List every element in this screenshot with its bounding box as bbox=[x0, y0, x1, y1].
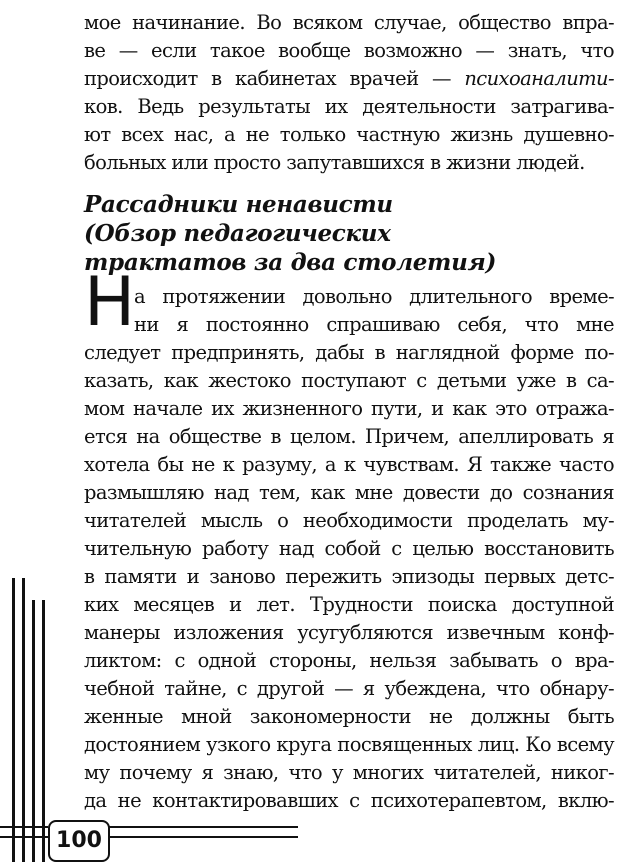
intro-line-text: происходит в кабинетах врачей — bbox=[84, 67, 465, 90]
body-line: в памяти и заново пережить эпизоды первых детс- bbox=[84, 565, 614, 588]
intro-line: больных или просто запутавшихся в жизни людей. bbox=[84, 151, 585, 174]
body-line: достоянием узкого круга посвященных лиц. Ко всему bbox=[84, 733, 614, 756]
footer-rule bbox=[0, 826, 48, 828]
page-number: 100 bbox=[48, 820, 110, 862]
intro-line: ков. Ведь результаты их деятельности затрагива- bbox=[84, 95, 614, 118]
body-line: ких месяцев и лет. Трудности поиска доступной bbox=[84, 593, 614, 616]
intro-line: мое начинание. Во всяком случае, общество впра- bbox=[84, 11, 614, 34]
body-line: му почему я знаю, что у многих читателей, никог- bbox=[84, 761, 614, 784]
intro-italic-term: психоаналити- bbox=[464, 67, 614, 90]
heading-line: Рассадники ненависти bbox=[84, 191, 393, 218]
body-line: читателей мысль о необходимости проделать му- bbox=[84, 509, 614, 532]
heading-line: (Обзор педагогических bbox=[84, 220, 391, 247]
intro-line bbox=[84, 66, 614, 92]
heading-line: трактатов за два столетия) bbox=[84, 249, 497, 276]
footer-rule bbox=[0, 836, 48, 838]
footer-rule bbox=[108, 826, 298, 828]
body-line: манеры изложения усугубляются извечным конф- bbox=[84, 621, 614, 644]
body-line: хотела бы не к разуму, а к чувствам. Я также часто bbox=[84, 453, 614, 476]
margin-rule bbox=[12, 578, 15, 862]
body-line: ни я постоянно спрашиваю себя, что мне bbox=[134, 313, 614, 336]
margin-rule bbox=[32, 600, 35, 862]
intro-line: ют всех нас, а не только частную жизнь душевно- bbox=[84, 123, 614, 146]
drop-cap: Н bbox=[84, 263, 136, 342]
body-line: а протяжении довольно длительного време- bbox=[134, 285, 614, 308]
body-line: да не контактировавших с психотерапевтом, вклю- bbox=[84, 789, 614, 812]
intro-line: ве — если такое вообще возможно — знать, что bbox=[84, 39, 614, 62]
body-line: казать, как жестоко поступают с детьми уже в са- bbox=[84, 369, 614, 392]
body-line: женные мной закономерности не должны быть bbox=[84, 705, 614, 728]
body-line: мом начале их жизненного пути, и как это отража- bbox=[84, 397, 614, 420]
body-line: размышляю над тем, как мне довести до сознания bbox=[84, 481, 614, 504]
body-line: ется на обществе в целом. Причем, апеллировать я bbox=[84, 425, 614, 448]
margin-rule bbox=[42, 600, 45, 862]
body-line: следует предпринять, дабы в наглядной форме по- bbox=[84, 341, 614, 364]
body-line: ликтом: с одной стороны, нельзя забывать о вра- bbox=[84, 649, 614, 672]
footer-rule bbox=[108, 836, 298, 838]
body-line: чительную работу над собой с целью восстановить bbox=[84, 537, 614, 560]
body-line: чебной тайне, с другой — я убеждена, что обнару- bbox=[84, 677, 614, 700]
margin-rule bbox=[22, 578, 25, 862]
